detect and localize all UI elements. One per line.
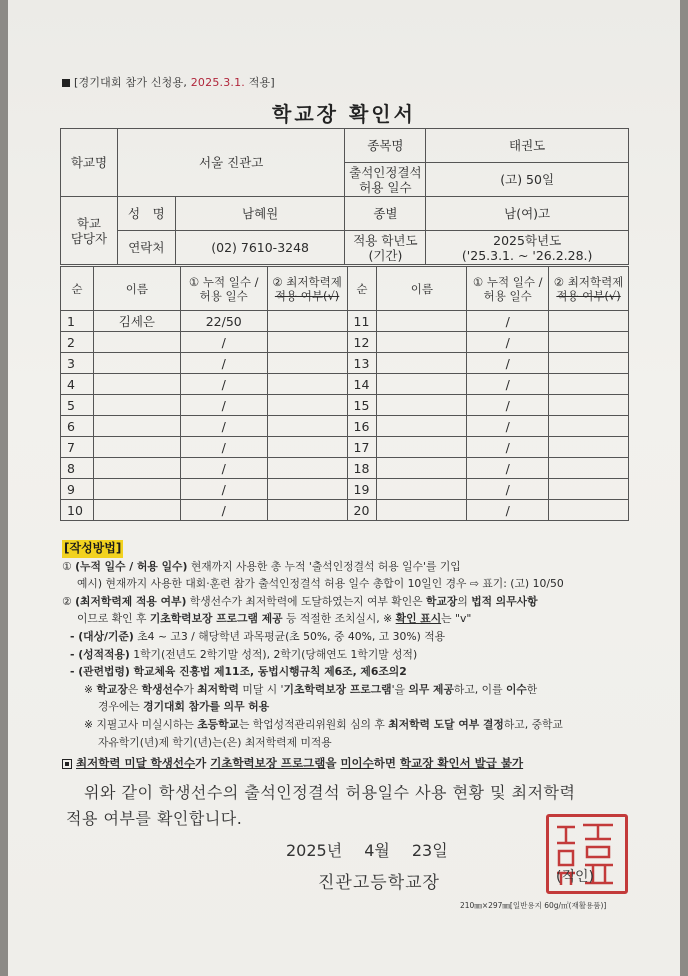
header-name: 이름 xyxy=(93,267,180,311)
row-apply xyxy=(549,416,629,437)
note-1-b: 은 xyxy=(127,682,142,696)
top-note-date: 2025.3.1. xyxy=(190,76,245,89)
checkbox-icon xyxy=(62,759,72,769)
detail-target-bold: - (대상/기준) xyxy=(70,629,134,643)
row-name xyxy=(377,311,467,332)
instruction-2-bold-b: 학교장 xyxy=(426,594,458,608)
top-note-prefix: [경기대회 참가 신청용, xyxy=(74,76,191,89)
final-f: 하면 xyxy=(373,756,401,771)
line2-c: 는 "v" xyxy=(441,612,472,626)
note-1-b1: 학교장 xyxy=(96,682,128,696)
detail-grade xyxy=(62,646,642,664)
row-apply xyxy=(549,500,629,521)
note-1-c: 가 xyxy=(183,682,198,696)
final-note xyxy=(62,755,642,773)
table-row xyxy=(61,395,629,416)
school-label: 학교명 xyxy=(61,129,118,197)
contact-value: (02) 7610-3248 xyxy=(175,231,345,265)
row-days: / xyxy=(467,332,549,353)
row-name xyxy=(377,416,467,437)
row-no: 8 xyxy=(61,458,94,479)
detail-target-text: 초4 ~ 고3 / 해당학년 과목평균(초 50%, 중 40%, 고 30%) 적용 xyxy=(133,629,446,643)
allow-value: (고) 50일 xyxy=(426,163,629,197)
row-no: 4 xyxy=(61,374,94,395)
student-list-table xyxy=(60,266,629,521)
note-1-line2 xyxy=(62,698,642,716)
note-1-b2: 학생선수 xyxy=(141,682,184,696)
date-month: 4월 xyxy=(364,841,390,860)
final-b: 가 xyxy=(195,756,211,771)
row-name xyxy=(377,332,467,353)
row-name xyxy=(93,437,180,458)
note-2 xyxy=(62,716,642,734)
note-1-line2-a: 경우에는 xyxy=(98,700,144,714)
note-2-a: ※ 지필고사 미실시하는 xyxy=(84,717,198,731)
table-row xyxy=(61,332,629,353)
table-row xyxy=(61,500,629,521)
row-no: 15 xyxy=(347,395,377,416)
table-row xyxy=(61,374,629,395)
row-name xyxy=(93,395,180,416)
row-no: 11 xyxy=(347,311,377,332)
row-days: / xyxy=(467,395,549,416)
instructions xyxy=(62,540,642,773)
row-name xyxy=(377,437,467,458)
statement-line-2: 적용 여부를 확인합니다. xyxy=(66,809,243,828)
row-no: 13 xyxy=(347,353,377,374)
circle-one: ① xyxy=(62,559,72,573)
gender-value: 남(여)고 xyxy=(426,197,629,231)
row-name xyxy=(377,353,467,374)
row-apply xyxy=(549,479,629,500)
row-days: / xyxy=(180,458,267,479)
row-apply xyxy=(267,353,347,374)
row-days: / xyxy=(180,416,267,437)
seal-label: (직인) xyxy=(556,869,594,885)
note-1-b4: 기초학력보장 프로그램 xyxy=(283,682,392,696)
school-value: 서울 진관고 xyxy=(117,129,345,197)
row-apply xyxy=(549,437,629,458)
row-no: 1 xyxy=(61,311,94,332)
row-apply xyxy=(549,458,629,479)
row-name xyxy=(93,416,180,437)
table-row xyxy=(61,416,629,437)
note-2-b1: 초등학교 xyxy=(197,717,239,731)
line2-mark: 확인 표시 xyxy=(395,612,442,626)
header-no: 순 xyxy=(61,267,94,311)
row-name xyxy=(377,500,467,521)
line2-b: 등 적절한 조치실시, ※ xyxy=(282,612,396,626)
header-apply-b: 적용 여부(√) xyxy=(274,288,340,303)
table-row xyxy=(61,479,629,500)
row-apply xyxy=(267,500,347,521)
row-apply xyxy=(267,458,347,479)
row-no: 12 xyxy=(347,332,377,353)
row-name xyxy=(377,374,467,395)
document-title: 학교장 확인서 xyxy=(272,102,416,126)
row-days: / xyxy=(180,374,267,395)
row-days: 22/50 xyxy=(180,311,267,332)
note-2-c: 하고, 중학교 xyxy=(503,717,563,731)
detail-law xyxy=(62,663,642,681)
name-label: 성 명 xyxy=(117,197,175,231)
final-g: 학교장 확인서 발급 불가 xyxy=(400,756,524,771)
row-no: 10 xyxy=(61,500,94,521)
top-note-suffix: 적용] xyxy=(245,76,275,89)
detail-grade-bold: - (성적적용) xyxy=(70,647,130,661)
header-apply-2 xyxy=(549,267,629,311)
table-row xyxy=(61,458,629,479)
row-name xyxy=(93,332,180,353)
row-apply xyxy=(549,374,629,395)
note-2-line2: 자유학기(년)제 학기(년)는(은) 최저학력제 미적용 xyxy=(98,735,332,749)
principal-title: 진관고등학교장 xyxy=(318,873,440,893)
header-days: ① 누적 일수 / 허용 일수 xyxy=(180,267,267,311)
final-c: 기초학력보장 프로그램 xyxy=(210,756,326,771)
row-apply xyxy=(267,479,347,500)
row-no: 17 xyxy=(347,437,377,458)
row-name xyxy=(93,458,180,479)
year-label: 적용 학년도 (기간) xyxy=(345,231,426,265)
row-days: / xyxy=(467,311,549,332)
line2-bold: 기초학력보장 프로그램 제공 xyxy=(149,612,283,626)
row-no: 3 xyxy=(61,353,94,374)
note-1-a: ※ xyxy=(84,682,97,696)
row-days: / xyxy=(180,500,267,521)
statement-line-1: 위와 같이 학생선수의 출석인정결석 허용일수 사용 현황 및 최저학력 xyxy=(84,783,576,802)
note-1-line2-bold: 경기대회 참가를 의무 허용 xyxy=(143,700,270,714)
row-apply xyxy=(549,353,629,374)
note-1-e: '을 xyxy=(391,682,409,696)
square-bullet-icon xyxy=(62,79,70,87)
row-name xyxy=(93,353,180,374)
row-days: / xyxy=(467,500,549,521)
date-day: 23일 xyxy=(411,841,448,860)
row-no: 19 xyxy=(347,479,377,500)
row-name xyxy=(377,458,467,479)
line2-a: 이므로 확인 후 xyxy=(77,612,150,626)
row-days: / xyxy=(180,395,267,416)
issue-date xyxy=(286,838,470,861)
info-table xyxy=(60,128,629,265)
row-no: 18 xyxy=(347,458,377,479)
row-name xyxy=(377,395,467,416)
detail-law-bold: - (관련법령) 학교체육 진흥법 제11조, 동법시행규칙 제6조, 제6조의2 xyxy=(70,665,407,679)
allow-label: 출석인정결석 허용 일수 xyxy=(345,163,426,197)
row-apply xyxy=(267,437,347,458)
instruction-2-bold-d: 법적 의무사항 xyxy=(471,594,538,608)
row-no: 20 xyxy=(347,500,377,521)
row-apply xyxy=(549,311,629,332)
row-days: / xyxy=(467,353,549,374)
year-value: 2025학년도 ('25.3.1. ~ '26.2.28.) xyxy=(426,231,629,265)
instruction-2 xyxy=(62,593,642,611)
header-apply xyxy=(267,267,347,311)
row-days: / xyxy=(467,374,549,395)
row-days: / xyxy=(180,353,267,374)
row-days: / xyxy=(180,437,267,458)
row-name xyxy=(93,500,180,521)
instruction-1-bold: (누적 일수 / 허용 일수) xyxy=(75,559,188,573)
name-value: 남혜원 xyxy=(175,197,345,231)
row-apply xyxy=(549,395,629,416)
row-name: 김세은 xyxy=(93,311,180,332)
gender-label: 종별 xyxy=(345,197,426,231)
sport-label: 종목명 xyxy=(345,129,426,163)
note-1-b3: 최저학력 xyxy=(197,682,239,696)
instruction-2-bold: (최저학력제 적용 여부) xyxy=(75,594,187,608)
detail-target xyxy=(62,628,642,646)
top-note xyxy=(62,74,275,90)
table-row xyxy=(61,437,629,458)
note-1-b5: 의무 제공 xyxy=(408,682,454,696)
instructions-heading: [작성방법] xyxy=(62,540,123,558)
instruction-1-example: 예시) 현재까지 사용한 대회·훈련 참가 출석인정결석 허용 일수 총합이 10일인 경우 ⇨ 표기: (고) 10/50 xyxy=(77,577,564,591)
row-days: / xyxy=(467,437,549,458)
instruction-2-line2 xyxy=(62,610,642,628)
row-days: / xyxy=(467,416,549,437)
contact-label: 연락처 xyxy=(117,231,175,265)
row-no: 2 xyxy=(61,332,94,353)
table-row xyxy=(61,353,629,374)
row-days: / xyxy=(467,479,549,500)
row-name xyxy=(377,479,467,500)
row-name xyxy=(93,374,180,395)
header-no-2: 순 xyxy=(347,267,377,311)
row-apply xyxy=(267,374,347,395)
row-no: 5 xyxy=(61,395,94,416)
row-apply xyxy=(267,332,347,353)
instruction-1-text: 현재까지 사용한 총 누적 '출석인정결석 허용 일수'를 기입 xyxy=(187,559,461,573)
note-2-b2: 최저학력 도달 여부 결정 xyxy=(388,717,504,731)
final-a: 최저학력 미달 학생선수 xyxy=(76,756,196,771)
detail-grade-text: 1학기(전년도 2학기말 성적), 2학기(당해연도 1학기말 성적) xyxy=(129,647,418,661)
header-apply-a-2: ② 최저학력제 xyxy=(553,274,624,289)
instruction-2-text-c: 의 xyxy=(457,594,472,608)
header-name-2: 이름 xyxy=(377,267,467,311)
paper-spec-footer: 210㎜×297㎜[일반용지 60g/㎡(재활용품)] xyxy=(460,901,607,910)
row-no: 14 xyxy=(347,374,377,395)
table-row xyxy=(61,311,629,332)
row-no: 7 xyxy=(61,437,94,458)
header-days-2: ① 누적 일수 / 허용 일수 xyxy=(467,267,549,311)
row-apply xyxy=(267,311,347,332)
note-1-f: 하고, 이를 xyxy=(453,682,506,696)
row-no: 9 xyxy=(61,479,94,500)
header-apply-a: ② 최저학력제 xyxy=(272,274,342,289)
circle-two: ② xyxy=(62,594,72,608)
date-year: 2025년 xyxy=(286,841,343,860)
note-1-g: 한 xyxy=(526,682,538,696)
note-1-d: 미달 시 ' xyxy=(238,682,284,696)
row-no: 6 xyxy=(61,416,94,437)
row-days: / xyxy=(180,479,267,500)
row-no: 16 xyxy=(347,416,377,437)
row-days: / xyxy=(180,332,267,353)
row-apply xyxy=(267,416,347,437)
row-days: / xyxy=(467,458,549,479)
row-name xyxy=(93,479,180,500)
final-d: 을 xyxy=(325,756,341,771)
manager-label: 학교 담당자 xyxy=(61,197,118,265)
row-apply xyxy=(267,395,347,416)
note-2-b: 는 학업성적관리위원회 심의 후 xyxy=(238,717,389,731)
row-apply xyxy=(549,332,629,353)
instruction-2-text-a: 학생선수가 최저학력에 도달하였는지 여부 확인은 xyxy=(186,594,427,608)
note-1-b6: 이수 xyxy=(505,682,527,696)
note-1 xyxy=(62,681,642,699)
sport-value: 태권도 xyxy=(426,129,629,163)
instruction-1 xyxy=(62,558,642,576)
final-e: 미이수 xyxy=(340,756,374,771)
header-apply-b-2: 적용 여부(√) xyxy=(556,288,621,303)
